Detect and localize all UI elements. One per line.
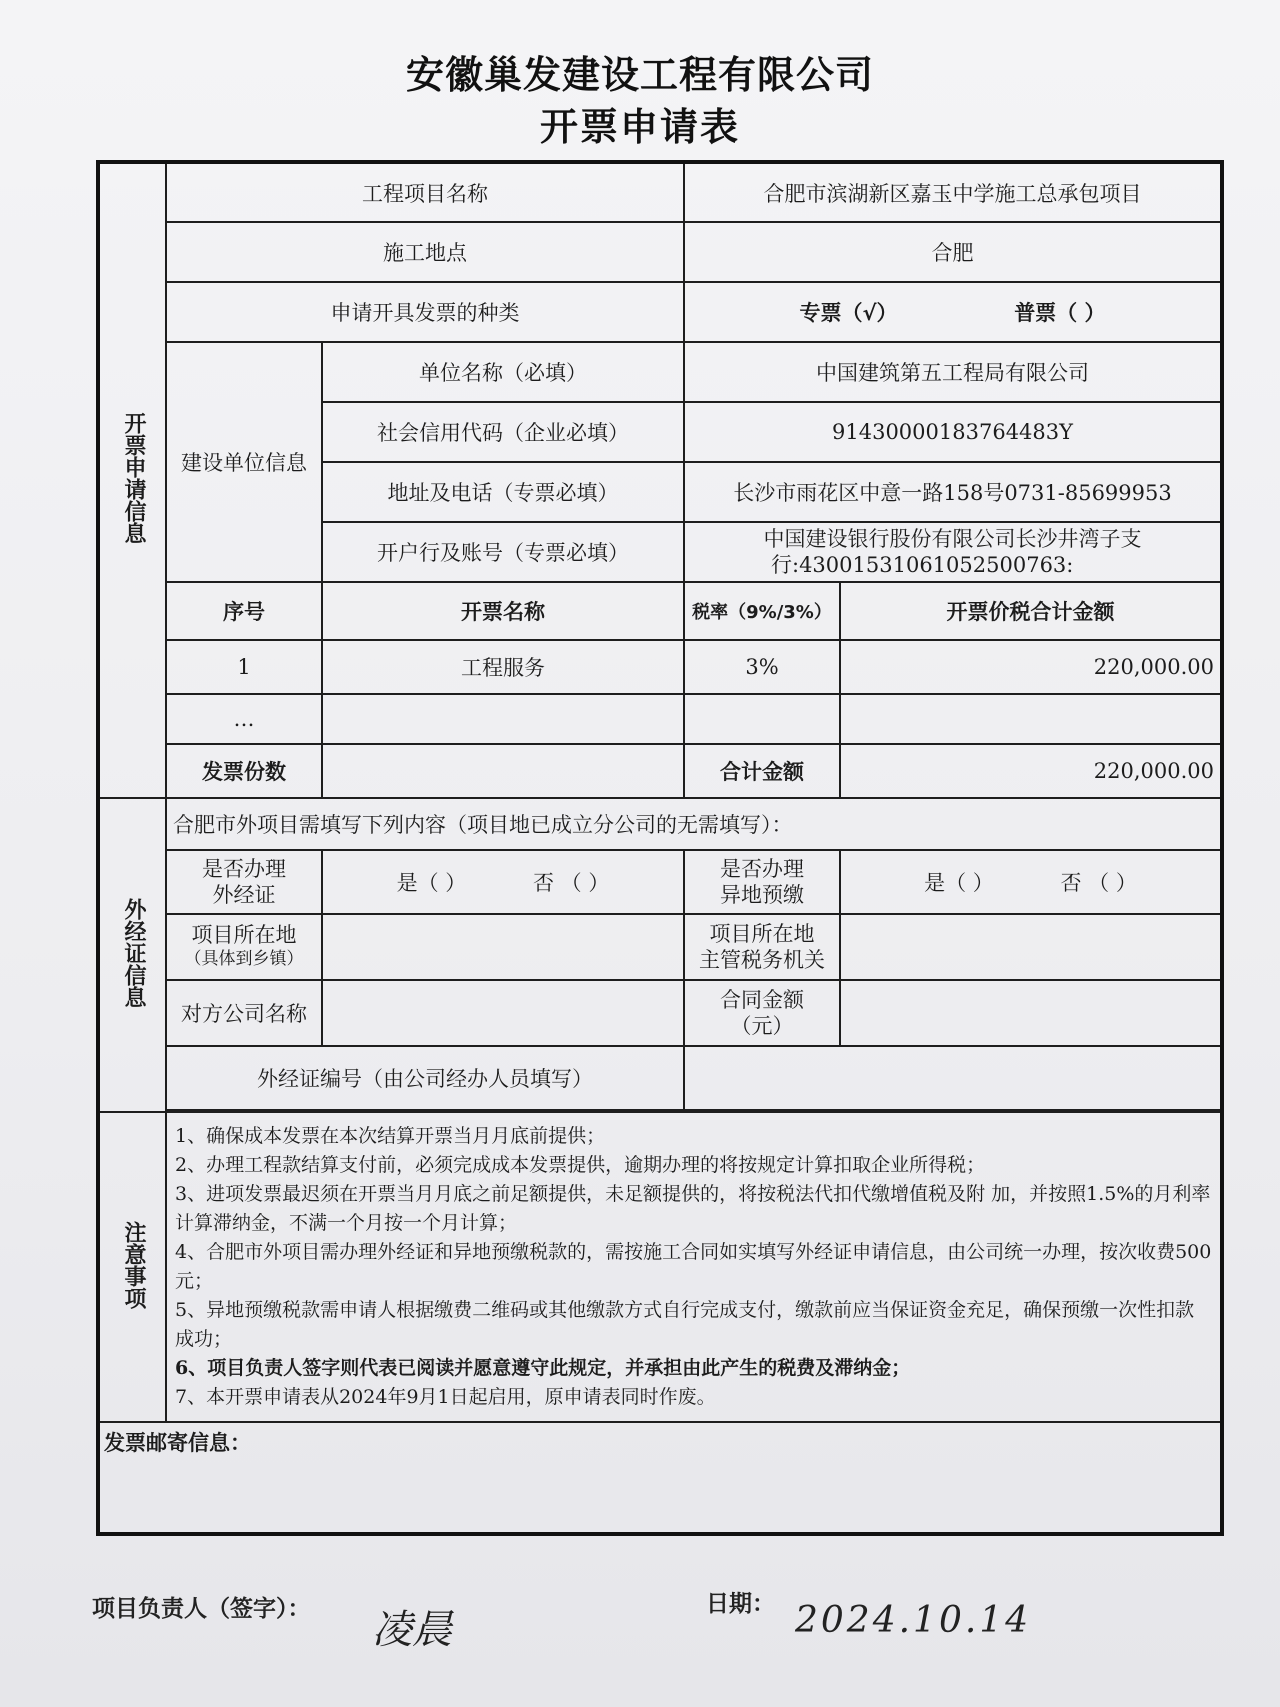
contract-amount-label [684, 980, 840, 1046]
bank-line-2: 行:43001531061052500763: [771, 553, 1074, 577]
table-row [98, 694, 1222, 744]
item-seq: 1 [166, 640, 322, 694]
unit-name-label: 单位名称（必填） [322, 342, 684, 402]
copies-value [322, 744, 684, 798]
site-label: 施工地点 [166, 222, 684, 282]
form-title: 开票申请表 [539, 105, 740, 149]
invoice-normal-option: 普票（ ） [1014, 301, 1106, 325]
company-title: 安徽巢发建设工程有限公司 [405, 53, 874, 97]
item-rate: 3% [684, 640, 840, 694]
notes-list [166, 1112, 1222, 1422]
location-label-main: 项目所在地 [191, 923, 297, 947]
bank-line-1: 中国建设银行股份有限公司长沙井湾子支 [763, 527, 1142, 551]
tax-office-value [840, 914, 1222, 980]
cert-label-line-1: 是否办理 [202, 857, 286, 881]
items-header-seq: 序号 [166, 582, 322, 640]
total-value: 220,000.00 [840, 744, 1222, 798]
counterparty-value [322, 980, 684, 1046]
note-item: 6、项目负责人签字则代表已阅读并愿意遵守此规定，并承担由此产生的税费及滞纳金； [175, 1357, 911, 1379]
location-label [166, 914, 322, 980]
prepay-no: 否 （ ） [1060, 871, 1137, 895]
tax-office-label-line-2: 主管税务机关 [699, 948, 825, 972]
credit-code-value: 91430000183764483Y [684, 402, 1222, 462]
location-value [322, 914, 684, 980]
item-name [322, 694, 684, 744]
contract-amount-value [840, 980, 1222, 1046]
invoice-type-label: 申请开具发票的种类 [166, 282, 684, 342]
note-item: 5、异地预缴税款需申请人根据缴费二维码或其他缴款方式自行完成支付，缴款前应当保证资金充足，确保预缴一次性扣款成功； [175, 1299, 1195, 1350]
mail-label: 发票邮寄信息： [104, 1431, 251, 1455]
tax-office-label-line-1: 项目所在地 [709, 922, 815, 946]
items-header-rate: 税率（9%/3%） [684, 582, 840, 640]
note-item: 2、办理工程款结算支付前，必须完成成本发票提供，逾期办理的将按规定计算扣取企业所得税； [175, 1154, 986, 1176]
bank-value [684, 522, 1222, 582]
section-outside-info [98, 798, 166, 1112]
prepay-choice [840, 850, 1222, 914]
date-label: 日期： [706, 1591, 775, 1617]
total-label: 合计金额 [684, 744, 840, 798]
note-item: 3、进项发票最迟须在开票当月月底之前足额提供，未足额提供的，将按税法代扣代缴增值税及附 加，并按照1.5%的月利率计算滞纳金，不满一个月按一个月计算； [175, 1183, 1211, 1234]
cert-label [166, 850, 322, 914]
counterparty-label: 对方公司名称 [166, 980, 322, 1046]
copies-label: 发票份数 [166, 744, 322, 798]
builder-info-label: 建设单位信息 [166, 342, 322, 582]
prepay-label-line-2: 异地预缴 [720, 883, 804, 907]
cert-no-value [684, 1046, 1222, 1110]
invoice-special-option: 专票（√） [799, 301, 898, 325]
note-item: 1、确保成本发票在本次结算开票当月月底前提供； [175, 1125, 606, 1147]
section-invoice-info [98, 162, 166, 798]
item-name: 工程服务 [322, 640, 684, 694]
outside-note: 合肥市外项目需填写下列内容（项目地已成立分公司的无需填写）： [166, 798, 1222, 850]
item-seq: … [166, 694, 322, 744]
project-name-value: 合肥市滨湖新区嘉玉中学施工总承包项目 [684, 162, 1222, 222]
section-invoice-label: 开票申请信息 [121, 412, 146, 544]
cert-no: 否 （ ） [533, 871, 610, 895]
tax-office-label [684, 914, 840, 980]
items-header-amount: 开票价税合计金额 [840, 582, 1222, 640]
note-item: 7、本开票申请表从2024年9月1日起启用，原申请表同时作废。 [175, 1386, 716, 1408]
site-value: 合肥 [684, 222, 1222, 282]
prepay-yes: 是（ ） [924, 871, 994, 895]
invoice-application-table [96, 160, 1224, 1536]
section-outside-label: 外经证信息 [121, 897, 146, 1008]
contract-amount-label-line-2: （元） [730, 1014, 794, 1038]
item-rate [684, 694, 840, 744]
prepay-label-line-1: 是否办理 [720, 857, 804, 881]
note-item: 4、合肥市外项目需办理外经证和异地预缴税款的，需按施工合同如实填写外经证申请信息，由公司统一办理，按次收费500元； [175, 1241, 1212, 1292]
cert-yes: 是（ ） [396, 871, 467, 895]
cert-label-line-2: 外经证 [212, 883, 276, 907]
invoice-type-value [684, 282, 1222, 342]
address-label: 地址及电话（专票必填） [322, 462, 684, 522]
project-name-label: 工程项目名称 [166, 162, 684, 222]
address-value: 长沙市雨花区中意一路158号0731-85699953 [684, 462, 1222, 522]
prepay-label [684, 850, 840, 914]
date-value: 2024.10.14 [795, 1600, 1032, 1641]
credit-code-label: 社会信用代码（企业必填） [322, 402, 684, 462]
signer-label: 项目负责人（签字）： [92, 1596, 311, 1622]
items-header-name: 开票名称 [322, 582, 684, 640]
mail-info [98, 1422, 1222, 1534]
location-label-sub: （具体到乡镇） [184, 949, 304, 969]
section-notes [98, 1112, 166, 1422]
item-amount: 220,000.00 [840, 640, 1222, 694]
signature: 凌晨 [372, 1607, 452, 1653]
contract-amount-label-line-1: 合同金额 [720, 988, 804, 1012]
cert-choice [322, 850, 684, 914]
cert-no-label: 外经证编号（由公司经办人员填写） [166, 1046, 684, 1110]
item-amount [840, 694, 1222, 744]
bank-label: 开户行及账号（专票必填） [322, 522, 684, 582]
section-notes-label: 注意事项 [121, 1220, 146, 1309]
table-row [98, 640, 1222, 694]
unit-name-value: 中国建筑第五工程局有限公司 [684, 342, 1222, 402]
